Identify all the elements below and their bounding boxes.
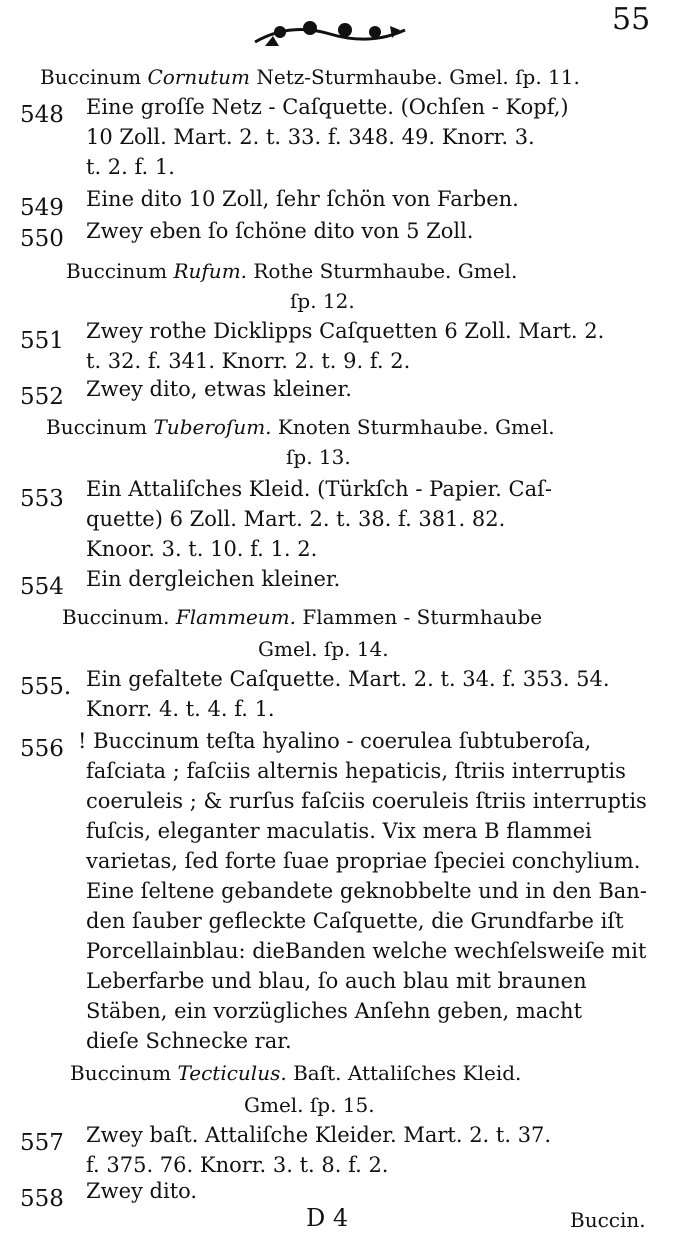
entry-number: 558 bbox=[20, 1186, 64, 1212]
entry-number: 557 bbox=[20, 1130, 64, 1156]
entry-number: 556 bbox=[20, 736, 64, 762]
catchword: Buccin. bbox=[570, 1208, 646, 1232]
section-heading-continued: ſp. 12. bbox=[290, 289, 355, 313]
entry-line: Zwey baſt. Attaliſche Kleider. Mart. 2. t. 37. bbox=[86, 1123, 552, 1147]
entry-number: 548 bbox=[20, 102, 64, 128]
entry-line: t. 32. f. 341. Knorr. 2. t. 9. f. 2. bbox=[86, 349, 411, 373]
entry-line: ! Buccinum teſta hyalino - coerulea ſubtuberoſa, bbox=[78, 729, 592, 753]
entry-line: varietas, ſed forte ſuae propriae ſpeciei conchylium. bbox=[86, 849, 641, 873]
section-heading: Buccinum. Flammeum. Flammen - Sturmhaube bbox=[62, 605, 543, 629]
section-heading-continued: Gmel. ſp. 15. bbox=[244, 1093, 375, 1117]
entry-number: 549 bbox=[20, 195, 64, 221]
section-heading: Buccinum Tuberoſum. Knoten Sturmhaube. Gmel. bbox=[46, 415, 555, 439]
entry-line: t. 2. f. 1. bbox=[86, 155, 175, 179]
entry-line: fuſcis, eleganter maculatis. Vix mera B flammei bbox=[86, 819, 592, 843]
entry-line: 10 Zoll. Mart. 2. t. 33. f. 348. 49. Knorr. 3. bbox=[86, 125, 535, 149]
entry-line: f. 375. 76. Knorr. 3. t. 8. f. 2. bbox=[86, 1153, 389, 1177]
entry-line: Porcellainblau: dieBanden welche wechſelsweiſe mit bbox=[86, 939, 647, 963]
entry-line: faſciata ; faſciis alternis hepaticis, ſtriis interruptis bbox=[86, 759, 626, 783]
entry-line: Zwey eben ſo ſchöne dito von 5 Zoll. bbox=[86, 219, 474, 243]
signature-mark: D 4 bbox=[306, 1204, 349, 1232]
section-heading: Buccinum Rufum. Rothe Sturmhaube. Gmel. bbox=[66, 259, 518, 283]
section-heading: Buccinum Tecticulus. Baſt. Attaliſches Kleid. bbox=[70, 1061, 522, 1085]
entry-line: coeruleis ; & rurſus faſciis coeruleis ſtriis interruptis bbox=[86, 789, 647, 813]
entry-number: 551 bbox=[20, 328, 64, 354]
entry-line: Ein Attaliſches Kleid. (Türkſch - Papier. Caſ- bbox=[86, 477, 552, 501]
entry-line: Leberfarbe und blau, ſo auch blau mit braunen bbox=[86, 969, 587, 993]
entry-line: Zwey rothe Dicklipps Caſquetten 6 Zoll. Mart. 2. bbox=[86, 319, 605, 343]
entry-line: dieſe Schnecke rar. bbox=[86, 1029, 292, 1053]
section-heading-continued: ſp. 13. bbox=[286, 445, 351, 469]
entry-line: Zwey dito, etwas kleiner. bbox=[86, 377, 352, 401]
entry-line: den ſauber gefleckte Caſquette, die Grundfarbe iſt bbox=[86, 909, 624, 933]
entry-number: 553 bbox=[20, 486, 64, 512]
entry-line: Eine groſſe Netz - Caſquette. (Ochſen - Kopf,) bbox=[86, 95, 569, 119]
entry-line: Eine dito 10 Zoll, ſehr ſchön von Farben. bbox=[86, 187, 519, 211]
entry-line: Stäben, ein vorzügliches Anſehn geben, macht bbox=[86, 999, 583, 1023]
entry-line: Ein gefaltete Caſquette. Mart. 2. t. 34. f. 353. 54. bbox=[86, 667, 610, 691]
entry-line: Knorr. 4. t. 4. f. 1. bbox=[86, 697, 275, 721]
entry-number: 552 bbox=[20, 384, 64, 410]
entry-line: Zwey dito. bbox=[86, 1179, 198, 1203]
section-heading: Buccinum Cornutum Netz-Sturmhaube. Gmel. ſp. 11. bbox=[40, 65, 580, 89]
entry-number: 555. bbox=[20, 674, 72, 700]
page-number: 55 bbox=[612, 2, 651, 37]
floral-ornament-icon bbox=[250, 12, 410, 52]
entry-line: quette) 6 Zoll. Mart. 2. t. 38. f. 381. 82. bbox=[86, 507, 506, 531]
entry-line: Ein dergleichen kleiner. bbox=[86, 567, 341, 591]
entry-line: Knoor. 3. t. 10. f. 1. 2. bbox=[86, 537, 318, 561]
entry-number: 554 bbox=[20, 574, 64, 600]
entry-line: Eine ſeltene gebandete geknobbelte und in den Ban- bbox=[86, 879, 647, 903]
section-heading-continued: Gmel. ſp. 14. bbox=[258, 637, 389, 661]
entry-number: 550 bbox=[20, 226, 64, 252]
